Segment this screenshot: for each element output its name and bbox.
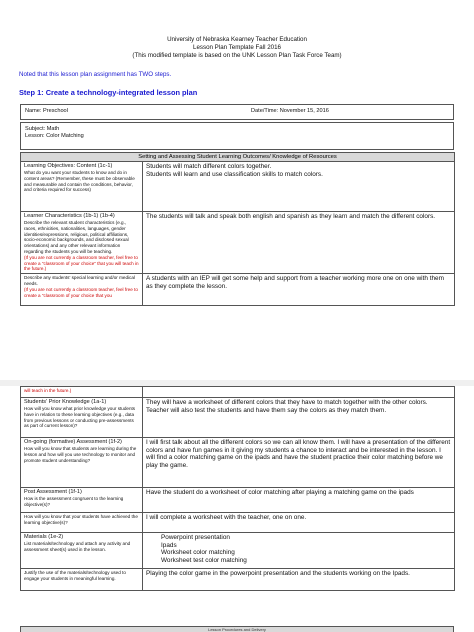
lesson-field: Lesson: Color Matching: [25, 133, 84, 139]
table-row: [21, 438, 455, 488]
assessment-table: [20, 386, 455, 591]
row-description: How is the assessment congruent to the learning objective(s)?: [24, 496, 124, 507]
lesson-procedures-header: [20, 626, 454, 632]
section-header: Setting and Assessing Student Learning Outcomes/ Knowledge of Resources: [21, 153, 455, 162]
two-steps-note: Noted that this lesson plan assignment has TWO steps.: [19, 71, 172, 78]
header-line-2: Lesson Plan Template Fall 2016: [193, 44, 281, 51]
name-date-box: [20, 104, 454, 120]
row-description: List materials/technology and attach any activity and assessment sheet(s) used in the lesson.: [24, 541, 131, 552]
row-description: Describe the relevant student characteristics (e.g., races, ethnicities, nationalities, languages, gender identities/expressions, religious, political affiliations, socio-economic backgrounds, and disclosed sexual orientations) and any other relevant information regarding the students you will be teaching.: [24, 220, 129, 254]
lesson-procedures-label: Lesson Procedures and Delivery: [208, 627, 266, 632]
row-description: Justify the use of the materials/technology used to engage your students in meaningful learning.: [24, 570, 126, 581]
row-description: How will you know what prior knowledge your students have in relation to these learning objectives (e.g., data from previous lessons or conducting pre-assessments as part of current lesson)?: [24, 406, 136, 429]
row-red-note: (If you are not currently a classroom teacher, feel free to create a "classroom of your choice that you: [24, 286, 138, 298]
table-row: [21, 398, 455, 438]
table-row: [21, 488, 455, 513]
subject-field: Subject: Math: [25, 126, 60, 132]
row-description: How will you know that your students have achieved the learning objective(s)?: [24, 514, 138, 525]
row-content: Powerpoint presentation Ipads Worksheet color matching Worksheet test color matching: [143, 533, 455, 569]
outcomes-table: [20, 152, 455, 306]
row-title: Materials (1e-2): [24, 534, 64, 540]
row-title: Learning Objectives: Content (1c-1): [24, 163, 113, 169]
row-content: Students will match different colors together. Students will learn and use classification skills to match colors.: [143, 162, 455, 212]
row-content: I will first talk about all the different colors so we can all know them. I will have a presentation of the different colors and have fun games in it giving my students a chance to interact and be interested in the lesson. I will find a color matching game on the ipads and have the student practice their color matching before we play the game.: [143, 438, 455, 488]
row-title: Learner Characteristics (1b-1) (1b-4): [24, 213, 115, 219]
row-red-note: (If you are not currently a classroom teacher, feel free to create a "classroom of your choice" that you will teach in the future.): [24, 254, 139, 272]
document-header: [0, 36, 474, 60]
table-row: [21, 274, 455, 306]
row-content: Have the student do a worksheet of color matching after playing a matching game on the ipads: [143, 488, 455, 513]
document-page-2: [0, 386, 474, 632]
table-row: [21, 513, 455, 533]
subject-lesson-box: [20, 122, 454, 150]
name-field: Name: Preschool: [25, 108, 68, 114]
header-line-3: (This modified template is based on the UNK Lesson Plan Task Force Team): [132, 52, 342, 59]
header-line-1: University of Nebraska Kearney Teacher Education: [167, 36, 307, 43]
table-row: [21, 533, 455, 569]
table-row: [21, 569, 455, 591]
table-row: [21, 162, 455, 212]
row-description: What do you want your students to know and do in content areas? (Remember, these must be observable and measurable and contain the conditions, behavior, and criteria required for success): [24, 170, 135, 193]
table-row: [21, 212, 455, 274]
row-content: The students will talk and speak both english and spanish as they learn and match the different colors.: [143, 212, 455, 274]
row-content: Playing the color game in the powerpoint presentation and the students working on the Ipads.: [143, 569, 455, 591]
row-title: On-going (formative) Assessment (1f-2): [24, 439, 122, 445]
row-title: Describe any students' special learning and/or medical needs.: [24, 275, 135, 286]
step-1-heading: Step 1: Create a technology-integrated lesson plan: [19, 88, 198, 97]
row-content: They will have a worksheet of different colors that they have to match together with the other colors. Teacher will also test the students and have them say the colors as they match them.: [143, 398, 455, 438]
row-description: How will you know that students are learning during the lesson and how will you use technology to monitor and promote student understanding?: [24, 446, 137, 463]
row-title: Post Assessment (1f-1): [24, 489, 82, 495]
date-field: Date/Time: November 15, 2016: [251, 108, 329, 114]
row-content: I will complete a worksheet with the teacher, one on one.: [143, 513, 455, 533]
row-title: Students' Prior Knowledge (1a-1): [24, 399, 107, 405]
row-content: A students with an IEP will get some help and support from a teacher working more one on one with them as they complete the lesson.: [143, 274, 455, 306]
table-row: [21, 387, 455, 398]
continued-red-note: will teach in the future.): [24, 388, 72, 393]
